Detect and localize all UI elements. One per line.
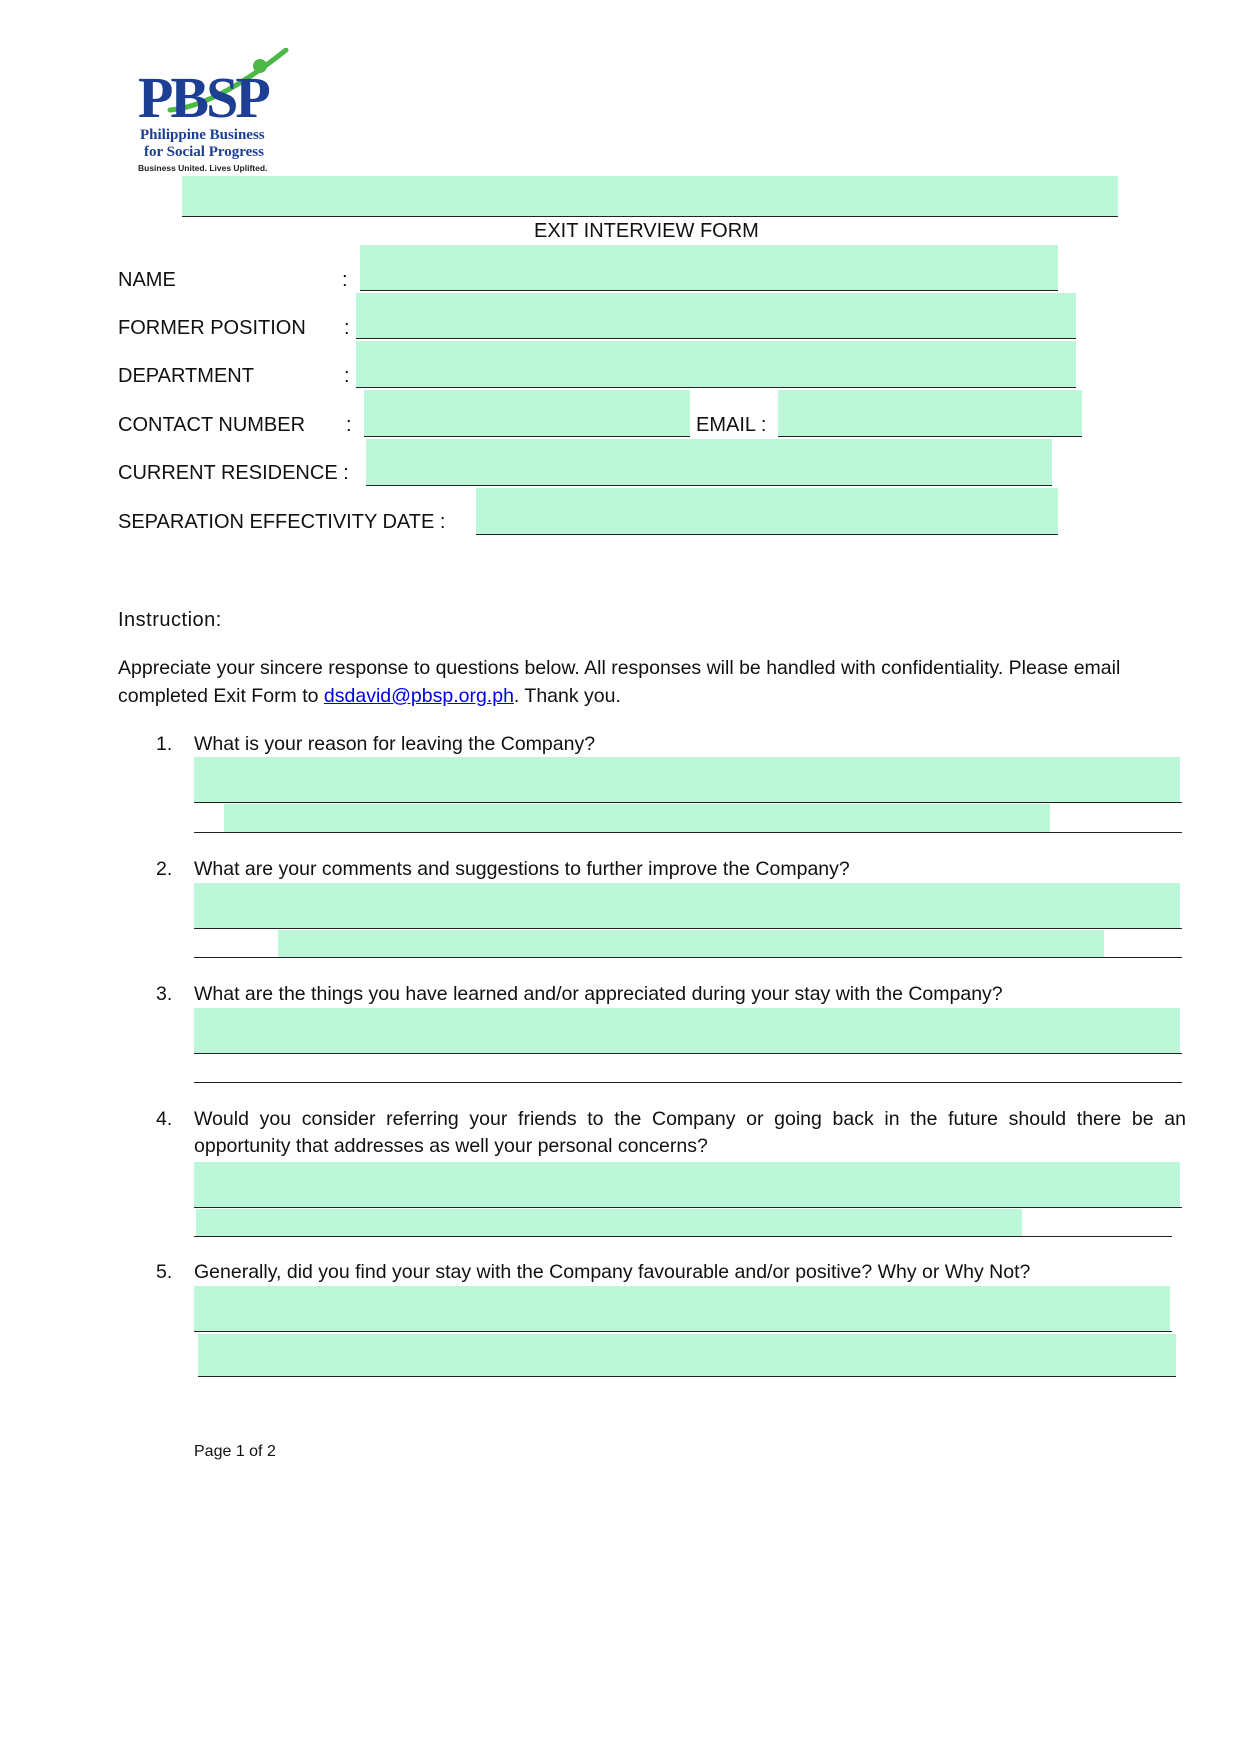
department-colon: :: [344, 365, 350, 387]
former-position-label: FORMER POSITION: [118, 317, 306, 339]
question-5-field-1[interactable]: [194, 1286, 1170, 1332]
instruction-heading: Instruction:: [118, 609, 222, 631]
question-2-field-1[interactable]: [194, 883, 1180, 929]
question-3-line-2: [194, 1081, 1182, 1083]
question-5-line-1: [194, 1330, 1172, 1332]
logo-tagline: Business United. Lives Uplifted.: [138, 163, 268, 173]
question-4-number: 4.: [156, 1108, 173, 1130]
question-1-line-1: [194, 801, 1182, 803]
department-label: DEPARTMENT: [118, 365, 254, 387]
question-5-number: 5.: [156, 1261, 173, 1283]
question-2-line-1: [194, 927, 1182, 929]
separation-date-field[interactable]: [476, 488, 1058, 535]
name-field[interactable]: [360, 245, 1058, 291]
contact-number-colon: :: [346, 414, 352, 436]
contact-number-field[interactable]: [364, 390, 690, 437]
contact-number-label: CONTACT NUMBER: [118, 414, 306, 436]
question-1-text: What is your reason for leaving the Company?: [194, 733, 596, 755]
email-label: EMAIL :: [696, 414, 767, 436]
question-2-line-2: [194, 956, 1182, 958]
logo-line1: Philippine Business: [140, 127, 265, 143]
name-colon: :: [342, 269, 348, 291]
question-3-line-1: [194, 1052, 1182, 1054]
question-4-text: Would you consider referring your friends to the Company or going back in the future should there be an opportunity that addresses as well your personal concerns?: [194, 1108, 1186, 1157]
former-position-colon: :: [344, 317, 350, 339]
question-5-field-2[interactable]: [198, 1334, 1176, 1377]
instruction-text-before: Appreciate your sincere response to questions below. All responses will be handled with confidentiality. Please email completed Exit Form to: [118, 657, 1121, 707]
current-residence-field[interactable]: [366, 439, 1052, 486]
question-3-text: What are the things you have learned and/or appreciated during your stay with the Company?: [194, 983, 1003, 1005]
department-field[interactable]: [356, 341, 1076, 388]
instruction-email-link[interactable]: dsdavid@pbsp.org.ph: [323, 685, 514, 707]
former-position-field[interactable]: [356, 293, 1076, 339]
page-number: Page 1 of 2: [194, 1443, 276, 1460]
question-3-number: 3.: [156, 983, 173, 1005]
question-2-text: What are your comments and suggestions to further improve the Company?: [194, 858, 850, 880]
instruction-text: [118, 654, 1148, 710]
question-4-field-1[interactable]: [194, 1162, 1180, 1208]
question-3-field-1[interactable]: [194, 1008, 1180, 1054]
instruction-text-after: . Thank you.: [513, 685, 621, 707]
pbsp-logo: [136, 48, 296, 178]
question-5-text: Generally, did you find your stay with the Company favourable and/or positive? Why or Why Not?: [194, 1261, 1031, 1283]
question-1-field-1[interactable]: [194, 757, 1180, 803]
question-4-line-1: [194, 1206, 1182, 1208]
email-field[interactable]: [778, 390, 1082, 437]
question-2-number: 2.: [156, 858, 173, 880]
question-4-line-2: [194, 1235, 1172, 1237]
separation-date-label: SEPARATION EFFECTIVITY DATE :: [118, 511, 446, 533]
header-field[interactable]: [182, 176, 1118, 217]
name-label: NAME: [118, 269, 176, 291]
current-residence-label: CURRENT RESIDENCE :: [118, 462, 349, 484]
question-2-field-2[interactable]: [278, 930, 1104, 958]
logo-line2: for Social Progress: [144, 144, 264, 160]
question-1-field-2[interactable]: [224, 804, 1050, 833]
form-title: EXIT INTERVIEW FORM: [534, 220, 759, 242]
question-1-number: 1.: [156, 733, 173, 755]
question-1-line-2: [194, 831, 1182, 833]
question-4-field-2[interactable]: [196, 1209, 1022, 1237]
logo-mark: PBSP: [138, 65, 268, 130]
